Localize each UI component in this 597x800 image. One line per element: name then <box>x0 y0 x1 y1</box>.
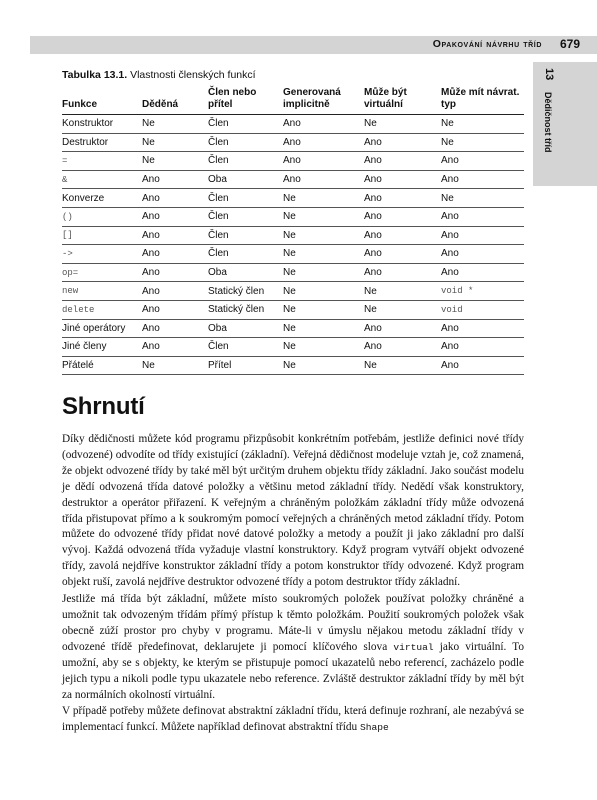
table-cell: & <box>62 170 142 189</box>
table-row <box>62 115 524 134</box>
table-cell: Ne <box>142 356 208 375</box>
column-header: Může být virtuální <box>364 84 441 115</box>
table-cell: Oba <box>208 319 283 338</box>
table-cell: Ne <box>283 282 364 301</box>
table-caption <box>62 69 256 81</box>
table-cell: Ano <box>283 170 364 189</box>
column-header: Člen nebo přítel <box>208 84 283 115</box>
table-cell: op= <box>62 263 142 282</box>
table-row <box>62 226 524 245</box>
table-row <box>62 152 524 171</box>
table-cell: Ano <box>441 356 524 375</box>
table-cell: Ano <box>142 207 208 226</box>
table-cell: = <box>62 152 142 171</box>
table-cell: Jiné operátory <box>62 319 142 338</box>
running-title: Opakování návrhu tříd <box>432 38 542 50</box>
table-cell: () <box>62 207 142 226</box>
paragraph-text: Jestliže má třída být základní, můžete místo soukromých položek používat položky chráněné a umožnit tak odvozeným třídám přímý přístup k těmto položkám. Použití soukromých položek však obecně zúží prostor pro chyby v programu. Máte-li v úmyslu nějakou metodu základní třídy v odvozené třídě předefinovat, deklarujete ji pomocí klíčového slova <box>62 593 524 653</box>
table-cell: Ne <box>364 300 441 319</box>
table-row <box>62 189 524 208</box>
column-header: Může mít návrat. typ <box>441 84 524 115</box>
table-cell: Oba <box>208 263 283 282</box>
page-number: 679 <box>560 37 581 51</box>
table-cell: Destruktor <box>62 133 142 152</box>
table-cell: -> <box>62 245 142 264</box>
table-cell: Člen <box>208 115 283 134</box>
table-cell: Ano <box>441 338 524 357</box>
paragraph-text: V případě potřeby můžete definovat abstraktní základní třídu, která definuje rozhraní, ale nezabývá se implementací funkcí. Můžete například definovat abstraktní třídu <box>62 705 524 734</box>
table-cell: Ano <box>142 282 208 301</box>
column-header: Funkce <box>62 84 142 115</box>
table-cell: Ne <box>283 207 364 226</box>
table-cell: Konverze <box>62 189 142 208</box>
column-header: Děděná <box>142 84 208 115</box>
table-cell: Konstruktor <box>62 115 142 134</box>
table-cell: Ano <box>142 263 208 282</box>
table-cell: Ne <box>142 152 208 171</box>
table-cell: Ano <box>441 152 524 171</box>
table-cell: Ano <box>283 152 364 171</box>
table-cell: void * <box>441 282 524 301</box>
table-cell: void <box>441 300 524 319</box>
table-cell: Ano <box>364 133 441 152</box>
paragraph <box>62 704 524 736</box>
table-cell: Člen <box>208 133 283 152</box>
code-keyword: virtual <box>393 641 434 653</box>
paragraph-text: jako virtuální. To umožní, aby se s objekty, ke kterým se přistupuje pomocí ukazatelů nebo referencí, zacházelo podle jejich typu a nikoli podle typu ukazatele nebo reference. Zvláště destruktor základní třídy by měl být za normálních okolností virtuální. <box>62 640 524 701</box>
table-cell: Ano <box>364 245 441 264</box>
table-cell: Ano <box>441 170 524 189</box>
table-cell: Ano <box>441 207 524 226</box>
table-cell: Ano <box>441 245 524 264</box>
table-cell: Přátelé <box>62 356 142 375</box>
table-cell: Ano <box>364 170 441 189</box>
column-header: Generovaná implicitně <box>283 84 364 115</box>
table-row <box>62 245 524 264</box>
table-cell: Ne <box>441 133 524 152</box>
table-cell: Ne <box>441 189 524 208</box>
running-header <box>30 36 597 54</box>
table-cell: Ano <box>441 319 524 338</box>
table-cell: Ano <box>142 226 208 245</box>
code-keyword: Shape <box>360 722 389 734</box>
table-cell: Ne <box>283 189 364 208</box>
table-header-row <box>62 84 524 115</box>
table-cell: Člen <box>208 207 283 226</box>
table-cell: Ano <box>142 338 208 357</box>
table-cell: Ano <box>364 152 441 171</box>
table-cell: Ne <box>142 133 208 152</box>
table-row <box>62 282 524 301</box>
table-cell: Ano <box>364 263 441 282</box>
table-caption-label: Tabulka 13.1. <box>62 69 128 81</box>
table-row <box>62 133 524 152</box>
section-body <box>62 432 524 737</box>
table-cell: Ano <box>364 338 441 357</box>
table-cell: Ne <box>283 245 364 264</box>
table-cell: Statický člen <box>208 282 283 301</box>
chapter-side-tab <box>533 62 597 186</box>
table-cell: Člen <box>208 338 283 357</box>
member-functions-table <box>62 84 524 375</box>
table-cell: Ano <box>364 189 441 208</box>
table-cell: new <box>62 282 142 301</box>
table-cell: Ne <box>364 115 441 134</box>
table-cell: [] <box>62 226 142 245</box>
table-cell: Ne <box>441 115 524 134</box>
table-row <box>62 170 524 189</box>
section-heading: Shrnutí <box>62 393 145 420</box>
table-cell: Ano <box>283 133 364 152</box>
table-cell: Ano <box>364 226 441 245</box>
table-cell: Statický člen <box>208 300 283 319</box>
table-cell: Přítel <box>208 356 283 375</box>
table-row <box>62 319 524 338</box>
table-cell: Ne <box>364 282 441 301</box>
table-cell: Ano <box>142 170 208 189</box>
table-row <box>62 356 524 375</box>
table-cell: Člen <box>208 189 283 208</box>
chapter-title: Dědičnost tříd <box>543 92 553 153</box>
table-row <box>62 300 524 319</box>
table-cell: Ano <box>142 189 208 208</box>
table-cell: Ano <box>441 226 524 245</box>
table-cell: Ne <box>283 356 364 375</box>
table-cell: Ano <box>364 207 441 226</box>
table-cell: Ano <box>142 319 208 338</box>
table-cell: Ano <box>142 245 208 264</box>
table-cell: Ne <box>283 263 364 282</box>
table-cell: delete <box>62 300 142 319</box>
table-cell: Člen <box>208 245 283 264</box>
table-cell: Člen <box>208 152 283 171</box>
table-cell: Ne <box>364 356 441 375</box>
table-cell: Ne <box>142 115 208 134</box>
chapter-number: 13 <box>543 68 555 81</box>
table-caption-text: Vlastnosti členských funkcí <box>127 69 256 81</box>
table-row <box>62 207 524 226</box>
table-row <box>62 338 524 357</box>
table-cell: Ne <box>283 319 364 338</box>
paragraph <box>62 592 524 703</box>
table-cell: Ano <box>283 115 364 134</box>
table-cell: Ne <box>283 338 364 357</box>
table-cell: Člen <box>208 226 283 245</box>
table-cell: Oba <box>208 170 283 189</box>
table-row <box>62 263 524 282</box>
table-cell: Ano <box>142 300 208 319</box>
table-cell: Jiné členy <box>62 338 142 357</box>
paragraph: Díky dědičnosti můžete kód programu přizpůsobit konkrétním potřebám, jestliže definici nové třídy (odvozené) odvodíte od třídy existující (základní). Veřejná dědičnost modeluje vztah je, což znamená, že objekt odvozené třídy by také měl být určitým druhem objektu třídy základní. Jako součást modelu je dědí odvozená třída datové položky a většinu metod základní třídy. Nedědí však konstruktory, destruktor a operátor přiřazení. K veřejným a chráněným položkám základní třídy může odvozená třída přistupovat přímo a k soukromým pomocí veřejných a chráněných metod základní třídy. Potom můžete do odvozené třídy přidat nové datové položky a metody a použít ji jako základní pro další vývoj. Každá odvozená třída vyžaduje vlastní konstruktory. Když program vytváří objekt odvozené třídy, zavolá nejdříve konstruktor základní třídy a potom konstruktor třídy odvozené. Když program objekt ruší, zavolá nejdříve destruktor odvozené třídy a potom destruktor třídy základní. <box>62 433 524 589</box>
table-cell: Ne <box>283 226 364 245</box>
table-cell: Ano <box>364 319 441 338</box>
table-cell: Ne <box>283 300 364 319</box>
table-cell: Ano <box>441 263 524 282</box>
